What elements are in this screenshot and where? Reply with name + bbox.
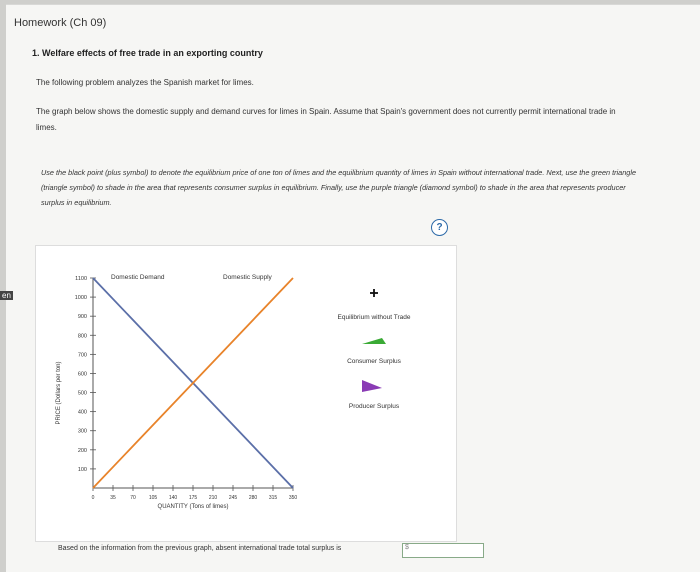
question-title: 1. Welfare effects of free trade in an exporting country	[32, 48, 263, 58]
producer-tool-label: Producer Surplus	[348, 403, 400, 410]
y-tick-label: 1000	[74, 295, 87, 302]
y-tick-label: 200	[77, 447, 87, 454]
side-tab-label: en	[2, 291, 11, 300]
total-surplus-input[interactable]	[402, 543, 484, 558]
consumer-tool-label: Consumer Surplus	[347, 358, 401, 365]
y-tick-label: 100	[77, 466, 87, 473]
x-tick-label: 280	[248, 495, 258, 501]
y-tick-label: 700	[77, 352, 87, 359]
x-tick-label: 140	[168, 495, 178, 501]
x-tick-label: 35	[110, 495, 116, 501]
x-tick-label: 105	[148, 495, 158, 501]
x-tick-label: 350	[288, 495, 298, 501]
currency-symbol: $	[405, 544, 409, 551]
equilibrium-tool-label: Equilibrium without Trade	[337, 314, 411, 321]
producer-triangle-icon	[362, 380, 382, 392]
consumer-triangle-icon	[362, 338, 386, 344]
instructions-text: Use the black point (plus symbol) to denote the equilibrium price of one ton of limes and the equilibrium quantity of limes in Spain without international trade. Next, use the green triangle (triangle symbol) to shade in the area that represents consumer surplus in equilibrium. Finally, use the purple triangle (diamond symbol) to shade in the area that represents producer surplus in equilibrium.	[41, 168, 637, 207]
y-tick-label: 300	[77, 428, 87, 435]
y-tick-label: 800	[77, 333, 87, 340]
homework-title: Homework (Ch 09)	[14, 17, 107, 29]
y-tick-label: 600	[77, 371, 87, 378]
graph-description: The graph below shows the domestic supply and demand curves for limes in Spain. Assume that Spain's government does not currently permit international trade in limes.	[36, 107, 616, 132]
intro-text: The following problem analyzes the Spanish market for limes.	[36, 78, 254, 87]
x-tick-label: 315	[268, 495, 278, 501]
y-tick-label: 900	[77, 314, 87, 321]
answer-prompt: Based on the information from the previous graph, absent international trade total surplus is	[58, 545, 342, 552]
x-tick-label: 210	[208, 495, 218, 501]
y-tick-label: 500	[77, 390, 87, 397]
x-tick-label: 245	[228, 495, 238, 501]
y-axis-title: PRICE (Dollars per ton)	[56, 361, 62, 425]
x-tick-label: 0	[91, 495, 95, 501]
graph-panel	[35, 222, 457, 542]
x-tick-label: 70	[130, 495, 136, 501]
y-tick-label: 1100	[75, 276, 87, 282]
welfare-chart	[36, 246, 456, 541]
y-tick-label: 400	[77, 409, 87, 416]
x-tick-label: 175	[188, 495, 198, 501]
x-axis-title: QUANTITY (Tons of limes)	[157, 504, 229, 510]
supply-label: Domestic Supply	[223, 274, 272, 281]
help-icon[interactable]: ?	[431, 219, 448, 236]
demand-label: Domestic Demand	[111, 274, 165, 281]
